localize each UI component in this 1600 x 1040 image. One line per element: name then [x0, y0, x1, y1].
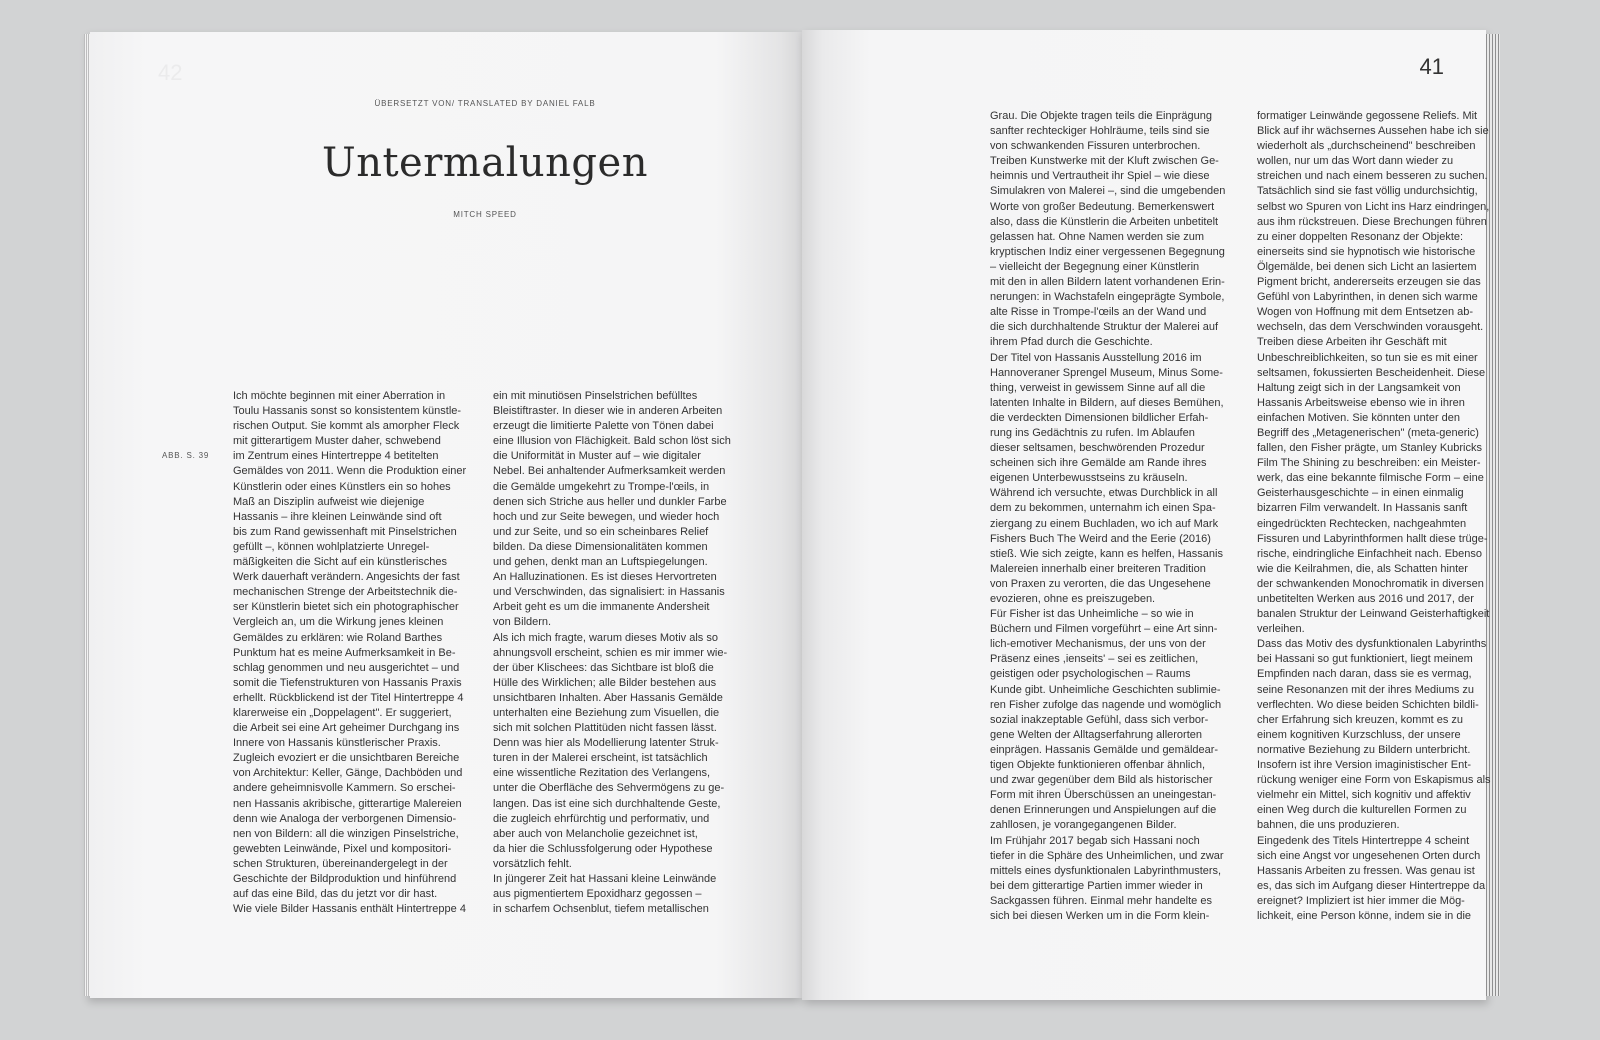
- text-line: Blick auf ihr wächsernes Aussehen habe ich sie: [1257, 125, 1489, 138]
- text-line: Arbeit geht es um die immanente Andersheit: [493, 601, 710, 614]
- text-line: Dass das Motiv des dysfunktionalen Labyrinths: [1257, 638, 1487, 651]
- text-line: Geschichte der Bildproduktion und hinführend: [233, 873, 457, 885]
- text-line: und zwar gegenüber dem Bild als historischer: [990, 774, 1213, 787]
- text-line: turen in der Malerei erscheint, ist tatsächlich: [493, 752, 708, 765]
- text-line: der über Klischees: das Sichtbare ist bloß die: [493, 661, 714, 674]
- text-line: Haltung zeigt sich in der Langsamkeit von: [1257, 381, 1461, 394]
- text-line: Nebel. Bei anhaltender Aufmerksamkeit werden: [493, 465, 726, 478]
- text-line: Worte von großer Bedeutung. Bemerkenswert: [990, 200, 1215, 213]
- text-line: rückung weniger eine Form von Eskapismus als: [1257, 774, 1491, 787]
- text-line: und gehen, denkt man an Luftspiegelungen.: [493, 556, 708, 569]
- text-line: Gemäldes von 2011. Wenn die Produktion einer: [233, 465, 467, 478]
- text-line: Empfinden nach daran, dass sie es vermag,: [1257, 668, 1472, 681]
- text-line: ziergang zu einem Buchladen, wo ich auf Mark: [990, 517, 1219, 530]
- text-line: Maß an Disziplin aufweist wie diejenige: [233, 495, 425, 508]
- text-line: kryptischen Indiz einer vergessenen Begegnung: [990, 245, 1225, 258]
- text-line: Der Titel von Hassanis Ausstellung 2016 im: [990, 351, 1202, 364]
- text-line: Im Frühjahr 2017 begab sich Hassani noch: [990, 834, 1200, 847]
- text-line: einprägen. Hassanis Gemälde und gemäldear-: [990, 743, 1219, 756]
- text-line: Für Fisher ist das Unheimliche – so wie in: [990, 608, 1194, 621]
- text-line: mit gitterartigem Muster daher, schwebend: [233, 435, 441, 448]
- text-line: denen Erinnerungen und Anspielungen auf die: [990, 804, 1217, 817]
- text-line: Eingedenk des Titels Hintertreppe 4 scheint: [1257, 834, 1470, 847]
- text-line: tigen Objekte funktionieren offenbar ähnlich,: [990, 759, 1206, 772]
- text-line: werk, das eine bekannte filmische Form – eine: [1257, 472, 1484, 485]
- text-line: Malereien innerhalb einer breiteren Tradition: [990, 562, 1206, 575]
- text-line: cher Erfahrung sich kreuzen, kommt es zu: [1257, 713, 1464, 726]
- text-line: tiefer in die Sphäre des Unheimlichen, und zwar: [990, 849, 1224, 862]
- text-line: gene Welten der Alltagserfahrung allerorten: [990, 728, 1202, 741]
- text-line: dem zu bekommen, unternahm ich einen Spa-: [990, 502, 1216, 515]
- text-line: Wie viele Bilder Hassanis enthält Hintertreppe 4: [233, 903, 466, 916]
- text-line: fallen, den Fisher prägte, um Stanley Kubricks: [1257, 442, 1483, 455]
- text-line: formatiger Leinwände gegossene Reliefs. Mit: [1257, 110, 1478, 122]
- text-line: lich-emotiver Mechanismus, der uns von der: [990, 638, 1206, 651]
- text-line: somit die Tiefenstrukturen von Hassanis Praxis: [233, 676, 462, 689]
- text-line: eingedrückten Rechtecken, nachgeahmten: [1257, 517, 1467, 530]
- text-line: die Gemälde umgekehrt zu Trompe-l'œils, in: [493, 480, 710, 493]
- text-line: aus pigmentiertem Epoxidharz gegossen –: [493, 888, 702, 901]
- text-line: der schwankenden Monochromatik in diversen: [1257, 577, 1484, 590]
- text-line: In jüngerer Zeit hat Hassani kleine Leinwände: [493, 873, 717, 885]
- text-line: einfachen Motiven. Sie könnten unter den: [1257, 411, 1461, 424]
- text-line: vielmehr ein Mittel, sich kognitiv und affektiv: [1257, 789, 1471, 802]
- text-line: unbetitelten Werken aus 2016 und 2017, der: [1257, 593, 1474, 605]
- text-line: denen sich Striche aus heller und dunkler Farbe: [493, 495, 727, 508]
- text-line: einerseits sind sie hypnotisch wie historische: [1257, 245, 1476, 258]
- text-line: bei dem gitterartige Partien immer wieder in: [990, 879, 1203, 892]
- text-line: langen. Das ist eine sich durchhaltende Geste,: [493, 797, 721, 810]
- text-line: Fissuren und Labyrinthformen hallt diese trüge-: [1257, 532, 1488, 545]
- text-line: dieser seltsamen, beschwörenden Prozedur: [990, 442, 1205, 455]
- text-line: vorsätzlich fehlt.: [493, 857, 572, 870]
- text-line: Zugleich evoziert er die unsichtbaren Bereiche: [233, 752, 460, 765]
- text-line: eine Illusion von Flächigkeit. Bald schon löst sich: [493, 435, 731, 448]
- text-line: aus ihm rückstreuen. Diese Brechungen führen: [1257, 215, 1487, 228]
- text-line: Hassanis Arbeitsweise ebenso wie in ihren: [1257, 396, 1465, 409]
- text-line: alte Risse in Trompe-l'œils an der Wand und: [990, 306, 1207, 319]
- text-line: Ich möchte beginnen mit einer Aberration in: [233, 390, 446, 402]
- article-title: Untermalungen: [322, 140, 648, 186]
- text-line: Insofern ist ihre Version imaginistischer Ent-: [1257, 759, 1471, 772]
- text-line: und zur Seite, und so ein scheinbares Relief: [493, 525, 709, 538]
- text-line: unter die Oberfläche des Sehvermögens zu ge-: [493, 782, 725, 795]
- text-line: selbst wo Spuren von Licht ins Harz eindringen,: [1257, 200, 1490, 213]
- text-line: nen Hassanis akribische, gitterartige Malereien: [233, 797, 462, 810]
- text-line: Als ich mich fragte, warum dieses Motiv als so: [493, 631, 718, 644]
- text-line: hoch und zur Seite bewegen, und wieder hoch: [493, 510, 720, 523]
- text-line: Bleistiftraster. In dieser wie in anderen Arbeiten: [493, 405, 723, 418]
- text-line: Vergleich an, um die Wirkung jenes kleinen: [233, 616, 444, 629]
- text-line: Pigment bricht, andererseits erzeugen sie das: [1257, 276, 1481, 289]
- ghost-page-number: 42: [158, 60, 183, 85]
- figure-reference: ABB. S. 39: [162, 451, 210, 460]
- text-line: zahllosen, je vorangegangenen Bilder.: [990, 819, 1177, 832]
- text-line: Wogen von Hoffnung mit dem Entsetzen ab-: [1257, 306, 1474, 319]
- translator-credit: ÜBERSETZT VON/ TRANSLATED BY DANIEL FALB: [374, 99, 596, 108]
- text-line: scheinen sich ihre Gemälde am Rande ihres: [990, 457, 1207, 470]
- text-line: ihrem Pfad durch die Geschichte.: [990, 336, 1153, 349]
- text-line: mit den in allen Bildern latent vorhandenen Erin-: [990, 276, 1225, 289]
- text-line: Während ich versuchte, etwas Durchblick in all: [990, 487, 1218, 500]
- text-line: verleihen.: [1257, 623, 1305, 636]
- text-line: im Zentrum eines Hintertreppe 4 betitelten: [233, 450, 439, 463]
- text-column-1: [233, 389, 483, 917]
- text-line: Ölgemälde, bei denen sich Licht an lasiertem: [1257, 260, 1477, 273]
- text-line: in scharfem Ochsenblut, tiefem metallischen: [493, 903, 709, 916]
- text-line: die verdeckten Dimensionen bildlicher Erfah-: [990, 411, 1209, 424]
- text-column-3: [990, 109, 1248, 924]
- text-line: seine Resonanzen mit der ihres Mediums zu: [1257, 683, 1475, 696]
- text-line: Büchern und Filmen vorgeführt – eine Art sinn-: [990, 623, 1218, 636]
- text-line: Präsenz eines ,ienseits' – sei es zeitlichen,: [990, 653, 1199, 666]
- text-line: auf das eine Bild, das du jetzt vor dir hast.: [233, 888, 438, 901]
- text-line: bahnen, die uns produzieren.: [1257, 819, 1400, 832]
- text-line: ser Künstlerin bietet sich ein photographischer: [233, 601, 459, 614]
- text-line: sich eine Angst vor ungesehenen Orten durch: [1257, 849, 1481, 862]
- text-line: Kunde gibt. Unheimliche Geschichten sublimie-: [990, 683, 1221, 696]
- text-line: also, dass die Künstlerin die Arbeiten unbetitelt: [990, 215, 1219, 228]
- text-line: von Praxen zu verorten, die das Ungesehene: [990, 577, 1211, 590]
- text-line: Simulakren von Malerei –, sind die umgebenden: [990, 185, 1226, 198]
- text-line: Film The Shining zu beschreiben: ein Meister-: [1257, 457, 1481, 470]
- right-page: [802, 30, 1491, 1000]
- text-line: schlag genommen und neu ausgerichtet – und: [233, 661, 460, 674]
- text-line: stieß. Wie sich zeigte, kann es helfen, Hassanis: [990, 547, 1223, 560]
- text-line: bis zum Rand gewissenhaft mit Pinselstrichen: [233, 525, 457, 538]
- text-line: nen von Bildern: all die winzigen Pinselstriche,: [233, 827, 459, 840]
- text-line: wechseln, das dem Verschwinden vorausgeht.: [1257, 321, 1484, 334]
- text-line: gelassen hat. Ohne Namen werden sie zum: [990, 230, 1205, 243]
- text-line: von schwankenden Fissuren unterbrochen.: [990, 140, 1201, 153]
- text-line: Toulu Hassanis sonst so konsistentem künstle-: [233, 405, 462, 418]
- text-line: Werk dauerhaft verändern. Angesichts der fast: [233, 571, 460, 584]
- text-line: Hannoveraner Sprengel Museum, Minus Some-: [990, 366, 1223, 379]
- text-line: es, das sich im Aufgang dieser Hintertreppe da: [1257, 879, 1486, 892]
- text-line: Punktum hat es meine Aufmerksamkeit in Be-: [233, 646, 456, 659]
- text-line: die zugleich ehrfürchtig und performativ, und: [493, 812, 710, 825]
- text-line: Hassanis Arbeiten zu fressen. Was genau ist: [1257, 864, 1475, 877]
- text-line: eigenen Unterbewusstseins zu kräuseln.: [990, 472, 1188, 485]
- text-line: – vielleicht der Begegnung einer Künstlerin: [990, 260, 1200, 273]
- text-line: mittels eines dysfunktionalen Labyrinthmusters,: [990, 864, 1222, 877]
- text-line: Hassanis – ihre kleinen Leinwände sind oft: [233, 510, 442, 523]
- text-line: seltsamen, fokussierten Bescheidenheit. Diese: [1257, 366, 1486, 379]
- text-line: Gefühl von Labyrinthen, in denen sich warme: [1257, 291, 1478, 304]
- text-line: unterhalten eine Beziehung zum Visuellen, die: [493, 706, 720, 719]
- text-line: verflechten. Wo diese beiden Schichten bildli-: [1257, 698, 1479, 711]
- text-line: Tatsächlich sind sie fast völlig undurchsichtig,: [1257, 185, 1478, 198]
- text-line: von Architektur: Keller, Gänge, Dachböden und: [233, 767, 463, 780]
- text-line: bilden. Da diese Dimensionalitäten kommen: [493, 540, 708, 553]
- text-line: die Arbeit sei eine Art geheimer Durchgang ins: [233, 722, 460, 735]
- text-line: erzeugt die limitierte Palette von Tönen dabei: [493, 420, 714, 433]
- text-line: Denn was hier als Modellierung latenter Struk-: [493, 737, 719, 750]
- text-line: Grau. Die Objekte tragen teils die Einprägung: [990, 110, 1212, 122]
- text-column-2: [493, 389, 753, 917]
- text-line: ereignet? Impliziert ist hier immer die Mög-: [1257, 894, 1465, 907]
- text-line: gewebten Leinwände, Pixel und kompositori-: [233, 842, 452, 855]
- text-line: schen Strukturen, übereinandergelegt in der: [233, 857, 448, 870]
- text-line: eine wissentliche Rezitation des Verlangens,: [493, 767, 711, 780]
- text-line: Unbeschreiblichkeiten, so tun sie es mit einer: [1257, 351, 1478, 364]
- text-line: sanfter rechteckiger Hohlräume, teils sind sie: [990, 125, 1210, 138]
- text-line: ren Fisher zufolge das nagende und womöglich: [990, 698, 1222, 711]
- text-line: thing, verweist in gewissem Sinne auf all die: [990, 381, 1206, 394]
- text-line: lichkeit, eine Person könne, indem sie in die: [1257, 909, 1472, 922]
- page-number: 41: [1419, 54, 1444, 79]
- author-name: MITCH SPEED: [453, 210, 517, 219]
- text-line: und Verschwinden, das signalisiert: in Hassanis: [493, 586, 725, 599]
- text-line: sich mit solchen Plattitüden nicht fassen lässt.: [493, 722, 717, 735]
- text-line: Geisterhausgeschichte – in einen einmalig: [1257, 487, 1464, 500]
- text-line: einen Weg durch die kulturellen Formen zu: [1257, 804, 1467, 817]
- text-line: sich bei diesen Werken um in die Form klein-: [990, 909, 1210, 922]
- text-line: Fishers Buch The Weird and the Eerie (2016): [990, 532, 1211, 545]
- text-line: die sich durchhaltende Struktur der Malerei auf: [990, 321, 1219, 334]
- text-line: Gemäldes zu erklären: wie Roland Barthes: [233, 631, 443, 644]
- text-line: Form mit ihren Überschüssen an uneingestan-: [990, 789, 1217, 802]
- text-line: heimnis und Vertrautheit ihr Spiel – wie diese: [990, 170, 1210, 183]
- text-column-4: [1257, 109, 1515, 924]
- text-line: Sackgassen führen. Einmal mehr handelte es: [990, 894, 1212, 907]
- text-line: Innere von Hassanis künstlerischer Praxis.: [233, 737, 441, 750]
- text-line: andere geheimnisvolle Kammern. So erschei-: [233, 782, 456, 795]
- text-line: streichen und nach einem besseren zu suchen.: [1257, 170, 1488, 183]
- text-line: die Uniformität in Muster auf – wie digitaler: [493, 450, 701, 463]
- text-line: Hülle des Wirklichen; alle Bilder bestehen aus: [493, 676, 717, 689]
- text-line: mechanischen Strenge der Arbeitstechnik die-: [233, 586, 458, 599]
- text-line: wollen, nur um das Wort dann wieder zu: [1257, 155, 1454, 168]
- text-line: An Halluzinationen. Es ist dieses Hervortreten: [493, 571, 717, 584]
- text-line: Treiben diese Arbeiten ihr Geschäft mit: [1257, 336, 1447, 349]
- text-line: rischen Output. Sie kommt als amorpher Fleck: [233, 420, 460, 433]
- text-line: rische, eindringliche Einfachheit nach. Ebenso: [1257, 547, 1483, 560]
- text-line: Künstlerin oder eines Künstlers ein so hohes: [233, 480, 451, 493]
- text-line: bei Hassani so gut funktioniert, liegt meinem: [1257, 653, 1473, 666]
- text-line: Treiben Kunstwerke mit der Kluft zwischen Ge-: [990, 155, 1219, 168]
- text-line: von Bildern.: [493, 616, 552, 629]
- text-line: einem kognitiven Kurzschluss, der unsere: [1257, 728, 1461, 741]
- text-line: Begriff des „Metagenerischen" (meta-generic): [1257, 426, 1479, 439]
- text-line: zu einer doppelten Resonanz der Objekte:: [1257, 230, 1464, 243]
- magazine-spread: [90, 30, 1514, 1000]
- text-line: denn wie Analoga der verborgenen Dimensio-: [233, 812, 457, 825]
- text-line: nerungen: in Wachstafeln eingeprägte Symbole,: [990, 291, 1225, 304]
- left-page-edges: [84, 34, 90, 996]
- text-line: gefüllt –, können wohlplatzierte Unregel-: [233, 540, 430, 553]
- text-line: latenten Inhalte in Bildern, auf dieses Bemühen,: [990, 396, 1224, 409]
- text-line: ein mit minutiösen Pinselstrichen befülltes: [493, 390, 698, 402]
- text-line: evozieren, ohne es preiszugeben.: [990, 593, 1156, 605]
- text-line: mäßigkeiten die Sicht auf ein künstlerisches: [233, 556, 447, 569]
- text-line: sozial inakzeptable Gefühl, dass sich verbor-: [990, 713, 1209, 726]
- text-line: da hier die Schlussfolgerung oder Hypothese: [493, 842, 713, 855]
- text-line: wiederholt als „durchscheinend" beschreiben: [1257, 140, 1476, 153]
- text-line: klarerweise ein „Doppelagent". Er suggeriert,: [233, 706, 452, 719]
- text-line: bizarren Film verwandelt. In Hassanis sanft: [1257, 502, 1468, 515]
- text-line: unsichtbaren Inhalten. Aber Hassanis Gemälde: [493, 691, 723, 704]
- text-line: rung ins Gedächtnis zu rufen. Im Ablaufen: [990, 426, 1195, 439]
- text-line: banalen Struktur der Leinwand Geisterhaftigkeit: [1257, 608, 1490, 621]
- text-line: ahnungsvoll erscheint, schien es mir immer wie-: [493, 646, 728, 659]
- text-line: erhellt. Rückblickend ist der Titel Hintertreppe 4: [233, 691, 464, 704]
- text-line: wie die Keilrahmen, die, als Schatten hinter: [1257, 562, 1468, 575]
- left-page: [90, 32, 802, 998]
- text-line: normative Beziehung zu Bildern unterbricht.: [1257, 743, 1471, 756]
- text-line: geistigen oder psychologischen – Raums: [990, 668, 1191, 681]
- text-line: aber auch von Melancholie gezeichnet ist,: [493, 827, 698, 840]
